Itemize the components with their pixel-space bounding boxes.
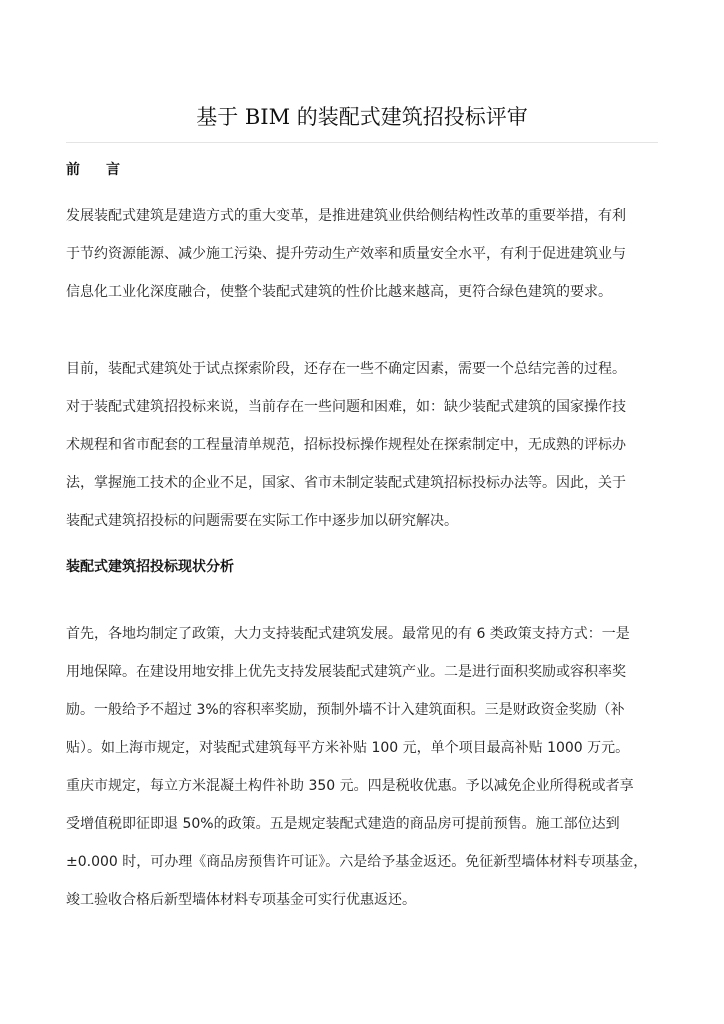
paragraph-line: 重庆市规定，每立方米混凝土构件补助 350 元。四是税收优惠。予以减免企业所得税或者享 bbox=[66, 778, 634, 794]
paragraph-current-status bbox=[66, 350, 662, 540]
paragraph-policy-analysis bbox=[66, 615, 662, 919]
paragraph-line: 装配式建筑招投标的问题需要在实际工作中逐步加以研究解决。 bbox=[66, 513, 458, 529]
paragraph-line: 竣工验收合格后新型墙体材料专项基金可实行优惠返还。 bbox=[66, 892, 416, 908]
preface-heading-char-2: 言 bbox=[106, 162, 120, 178]
paragraph-line: 对于装配式建筑招投标来说，当前存在一些问题和困难，如：缺少装配式建筑的国家操作技 bbox=[66, 399, 626, 415]
paragraph-line: 首先，各地均制定了政策，大力支持装配式建筑发展。最常见的有 6 类政策支持方式：一是 bbox=[66, 626, 630, 642]
section-heading: 装配式建筑招投标现状分析 bbox=[66, 559, 234, 575]
paragraph-line: 发展装配式建筑是建造方式的重大变革，是推进建筑业供给侧结构性改革的重要举措，有利 bbox=[66, 208, 626, 224]
preface-heading-char-1: 前 bbox=[66, 162, 80, 178]
preface-heading bbox=[66, 160, 120, 180]
document-title: 基于 BIM 的装配式建筑招投标评审 bbox=[196, 105, 528, 129]
paragraph-line: 信息化工业化深度融合，使整个装配式建筑的性价比越来越高，更符合绿色建筑的要求。 bbox=[66, 284, 612, 300]
paragraph-intro bbox=[66, 197, 662, 311]
paragraph-line: 用地保障。在建设用地安排上优先支持发展装配式建筑产业。二是进行面积奖励或容积率奖 bbox=[66, 664, 626, 680]
paragraph-line: 励。一般给予不超过 3%的容积率奖励，预制外墙不计入建筑面积。三是财政资金奖励（补 bbox=[66, 702, 625, 718]
paragraph-line: 术规程和省市配套的工程量清单规范，招标投标操作规程处在探索制定中，无成熟的评标办 bbox=[66, 437, 626, 453]
paragraph-line: 法，掌握施工技术的企业不足，国家、省市未制定装配式建筑招标投标办法等。因此，关于 bbox=[66, 475, 626, 491]
paragraph-line: ±0.000 时，可办理《商品房预售许可证》。六是给予基金返还。免征新型墙体材料专项基金， bbox=[66, 854, 648, 870]
paragraph-line: 受增值税即征即退 50%的政策。五是规定装配式建造的商品房可提前预售。施工部位达到 bbox=[66, 816, 620, 832]
title-divider bbox=[66, 142, 658, 143]
paragraph-line: 目前，装配式建筑处于试点探索阶段，还存在一些不确定因素，需要一个总结完善的过程。 bbox=[66, 361, 626, 377]
paragraph-line: 贴）。如上海市规定，对装配式建筑每平方米补贴 100 元，单个项目最高补贴 1000 万元。 bbox=[66, 740, 630, 756]
paragraph-line: 于节约资源能源、减少施工污染、提升劳动生产效率和质量安全水平，有利于促进建筑业与 bbox=[66, 246, 626, 262]
